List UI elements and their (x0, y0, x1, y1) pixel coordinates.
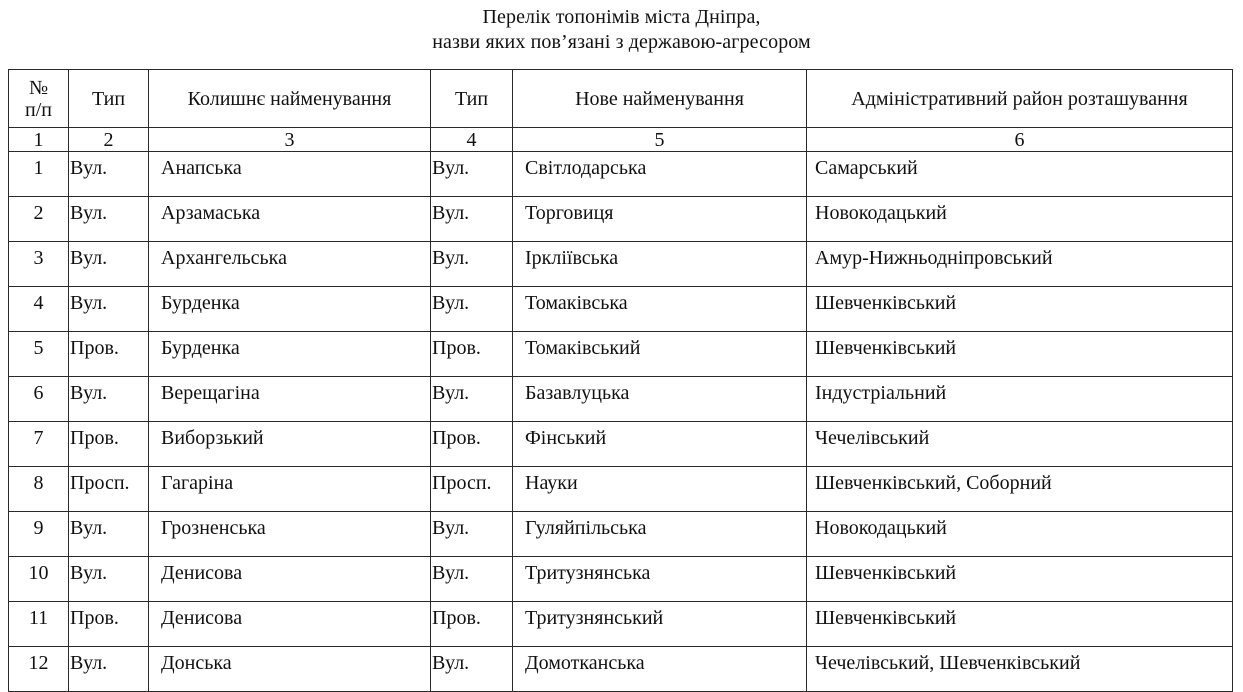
row-number-cell: 3 (9, 242, 69, 287)
table-row (9, 152, 1233, 197)
row-number-cell: 6 (9, 377, 69, 422)
new-name-cell: Тритузнянська (513, 557, 807, 602)
former-type-cell: Вул. (69, 647, 149, 692)
row-number-cell: 12 (9, 647, 69, 692)
new-type-cell: Пров. (431, 602, 513, 647)
former-type-cell: Пров. (69, 422, 149, 467)
new-type-cell: Вул. (431, 287, 513, 332)
district-cell: Шевченківський (807, 557, 1233, 602)
table-row (9, 197, 1233, 242)
former-name-cell: Грозненська (149, 512, 431, 557)
table-row (9, 467, 1233, 512)
new-name-cell: Ірклiївська (513, 242, 807, 287)
document-subtitle: назви яких пов’язані з державою-агресором (432, 31, 811, 53)
row-number-cell: 5 (9, 332, 69, 377)
new-type-cell: Вул. (431, 152, 513, 197)
header-number-abbrev: п/п (25, 98, 52, 121)
row-number-cell: 1 (9, 152, 69, 197)
table-row (9, 422, 1233, 467)
header-number (9, 70, 69, 128)
column-number: 2 (69, 128, 149, 152)
new-name-cell: Тритузнянський (513, 602, 807, 647)
former-name-cell: Денисова (149, 602, 431, 647)
district-cell: Чечелівський (807, 422, 1233, 467)
row-number-cell: 9 (9, 512, 69, 557)
new-type-cell: Вул. (431, 377, 513, 422)
column-number: 3 (149, 128, 431, 152)
former-name-cell: Верещагіна (149, 377, 431, 422)
district-cell: Новокодацький (807, 512, 1233, 557)
row-number-cell: 11 (9, 602, 69, 647)
table-row (9, 602, 1233, 647)
former-type-cell: Просп. (69, 467, 149, 512)
district-cell: Чечелівський, Шевченківський (807, 647, 1233, 692)
former-name-cell: Виборзький (149, 422, 431, 467)
row-number-cell: 10 (9, 557, 69, 602)
former-type-cell: Пров. (69, 332, 149, 377)
district-cell: Амур-Нижньодніпровський (807, 242, 1233, 287)
table-row (9, 512, 1233, 557)
former-type-cell: Вул. (69, 287, 149, 332)
former-type-cell: Вул. (69, 242, 149, 287)
district-cell: Шевченківський (807, 602, 1233, 647)
new-name-cell: Науки (513, 467, 807, 512)
column-number: 5 (513, 128, 807, 152)
column-number: 1 (9, 128, 69, 152)
header-number-sign: № (28, 76, 49, 99)
document-title: Перелік топонімів міста Дніпра, (482, 6, 761, 28)
header-new-name: Нове найменування (513, 70, 807, 128)
row-number-cell: 4 (9, 287, 69, 332)
table-row (9, 647, 1233, 692)
column-number: 6 (807, 128, 1233, 152)
former-name-cell: Бурденка (149, 332, 431, 377)
district-cell: Шевченківський (807, 287, 1233, 332)
former-name-cell: Гагаріна (149, 467, 431, 512)
former-type-cell: Вул. (69, 557, 149, 602)
table-row (9, 242, 1233, 287)
header-district: Адміністративний район розташування (807, 70, 1233, 128)
former-type-cell: Вул. (69, 152, 149, 197)
table-row (9, 332, 1233, 377)
former-type-cell: Пров. (69, 602, 149, 647)
column-number: 4 (431, 128, 513, 152)
row-number-cell: 2 (9, 197, 69, 242)
header-old-type: Тип (69, 70, 149, 128)
header-old-name: Колишнє найменування (149, 70, 431, 128)
former-name-cell: Архангельська (149, 242, 431, 287)
new-type-cell: Просп. (431, 467, 513, 512)
table-row (9, 287, 1233, 332)
new-name-cell: Гуляйпільська (513, 512, 807, 557)
former-name-cell: Арзамаська (149, 197, 431, 242)
column-number-row (9, 128, 1233, 152)
district-cell: Шевченківський, Соборний (807, 467, 1233, 512)
new-type-cell: Вул. (431, 242, 513, 287)
table-header-row (9, 70, 1233, 128)
new-name-cell: Базавлуцька (513, 377, 807, 422)
new-name-cell: Торговиця (513, 197, 807, 242)
new-type-cell: Пров. (431, 332, 513, 377)
former-name-cell: Анапська (149, 152, 431, 197)
district-cell: Самарський (807, 152, 1233, 197)
table-row (9, 557, 1233, 602)
new-name-cell: Томаківська (513, 287, 807, 332)
former-name-cell: Донська (149, 647, 431, 692)
row-number-cell: 8 (9, 467, 69, 512)
new-name-cell: Фінський (513, 422, 807, 467)
new-name-cell: Томаківський (513, 332, 807, 377)
new-type-cell: Пров. (431, 422, 513, 467)
new-type-cell: Вул. (431, 512, 513, 557)
former-type-cell: Вул. (69, 377, 149, 422)
table-row (9, 377, 1233, 422)
district-cell: Новокодацький (807, 197, 1233, 242)
header-new-type: Тип (431, 70, 513, 128)
district-cell: Шевченківський (807, 332, 1233, 377)
new-type-cell: Вул. (431, 557, 513, 602)
former-name-cell: Бурденка (149, 287, 431, 332)
former-type-cell: Вул. (69, 512, 149, 557)
new-name-cell: Світлодарська (513, 152, 807, 197)
new-type-cell: Вул. (431, 197, 513, 242)
new-type-cell: Вул. (431, 647, 513, 692)
former-type-cell: Вул. (69, 197, 149, 242)
row-number-cell: 7 (9, 422, 69, 467)
new-name-cell: Домотканська (513, 647, 807, 692)
toponyms-table (8, 69, 1233, 692)
district-cell: Індустріальний (807, 377, 1233, 422)
former-name-cell: Денисова (149, 557, 431, 602)
